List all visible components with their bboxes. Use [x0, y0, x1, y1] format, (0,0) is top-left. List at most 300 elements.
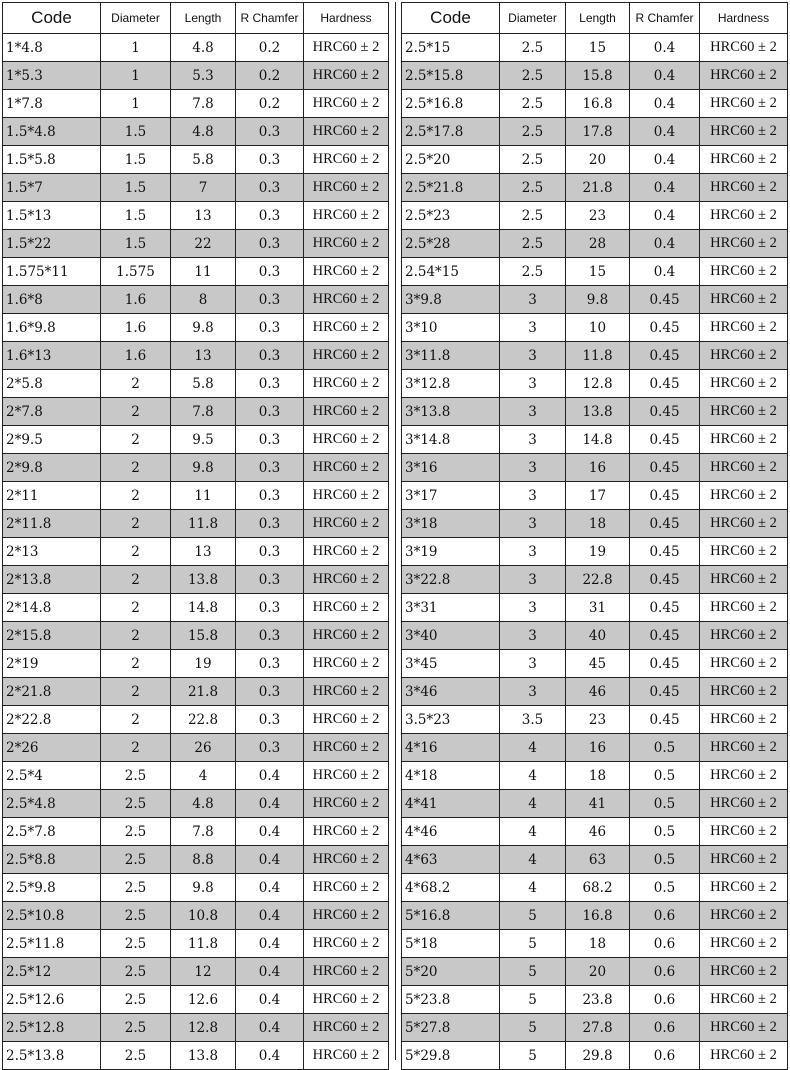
table-row	[3, 874, 389, 902]
hardness-cell: HRC60 ± 2	[304, 734, 389, 762]
length-cell: 23.8	[566, 986, 630, 1014]
code-cell: 3*45	[402, 650, 500, 678]
length-cell: 18	[566, 762, 630, 790]
table-row	[402, 678, 788, 706]
table-row	[3, 174, 389, 202]
diameter-cell: 2.5	[500, 90, 566, 118]
hardness-cell: HRC60 ± 2	[304, 314, 389, 342]
code-cell: 3*9.8	[402, 286, 500, 314]
diameter-cell: 2	[101, 454, 171, 482]
diameter-cell: 2	[101, 538, 171, 566]
length-cell: 40	[566, 622, 630, 650]
code-cell: 3*16	[402, 454, 500, 482]
table-row	[3, 426, 389, 454]
length-cell: 19	[566, 538, 630, 566]
table-row	[402, 370, 788, 398]
hardness-cell: HRC60 ± 2	[700, 706, 788, 734]
code-cell: 1*5.3	[3, 62, 101, 90]
hardness-cell: HRC60 ± 2	[304, 510, 389, 538]
length-cell: 13	[171, 202, 236, 230]
hardness-cell: HRC60 ± 2	[700, 286, 788, 314]
r-chamfer-cell: 0.4	[236, 930, 304, 958]
table-row	[3, 482, 389, 510]
length-cell: 13.8	[171, 566, 236, 594]
diameter-cell: 2	[101, 510, 171, 538]
length-cell: 16.8	[566, 902, 630, 930]
r-chamfer-cell: 0.3	[236, 174, 304, 202]
length-cell: 23	[566, 202, 630, 230]
length-cell: 13.8	[566, 398, 630, 426]
diameter-cell: 3	[500, 314, 566, 342]
r-chamfer-cell: 0.3	[236, 622, 304, 650]
table-row	[3, 398, 389, 426]
r-chamfer-cell: 0.2	[236, 62, 304, 90]
code-cell: 2*13.8	[3, 566, 101, 594]
diameter-cell: 4	[500, 874, 566, 902]
table-row	[3, 790, 389, 818]
hardness-cell: HRC60 ± 2	[700, 90, 788, 118]
diameter-cell: 4	[500, 846, 566, 874]
right-table-body	[402, 34, 788, 1070]
diameter-cell: 3	[500, 342, 566, 370]
code-cell: 3*18	[402, 510, 500, 538]
length-cell: 68.2	[566, 874, 630, 902]
r-chamfer-cell: 0.5	[630, 734, 700, 762]
code-cell: 2.5*15.8	[402, 62, 500, 90]
code-cell: 2.5*12	[3, 958, 101, 986]
code-cell: 2.5*7.8	[3, 818, 101, 846]
r-chamfer-cell: 0.3	[236, 482, 304, 510]
code-cell: 2*9.8	[3, 454, 101, 482]
diameter-cell: 2.5	[500, 202, 566, 230]
code-cell: 5*27.8	[402, 1014, 500, 1042]
r-chamfer-cell: 0.3	[236, 566, 304, 594]
diameter-cell: 1.5	[101, 118, 171, 146]
hardness-cell: HRC60 ± 2	[700, 818, 788, 846]
hardness-cell: HRC60 ± 2	[304, 538, 389, 566]
r-chamfer-cell: 0.4	[630, 202, 700, 230]
code-cell: 1*7.8	[3, 90, 101, 118]
r-chamfer-cell: 0.4	[630, 90, 700, 118]
code-cell: 2.5*21.8	[402, 174, 500, 202]
hardness-cell: HRC60 ± 2	[700, 314, 788, 342]
hardness-cell: HRC60 ± 2	[700, 202, 788, 230]
left-table-body	[3, 34, 389, 1070]
table-row	[402, 566, 788, 594]
length-cell: 16	[566, 454, 630, 482]
hardness-cell: HRC60 ± 2	[700, 566, 788, 594]
table-row	[3, 62, 389, 90]
code-cell: 2.5*28	[402, 230, 500, 258]
table-row	[3, 230, 389, 258]
table-row	[3, 678, 389, 706]
table-row	[402, 34, 788, 62]
r-chamfer-cell: 0.3	[236, 426, 304, 454]
r-chamfer-cell: 0.45	[630, 342, 700, 370]
diameter-cell: 1.6	[101, 342, 171, 370]
r-chamfer-cell: 0.3	[236, 706, 304, 734]
diameter-cell: 2	[101, 650, 171, 678]
right-spec-table	[401, 2, 788, 1070]
panel-divider	[395, 2, 396, 1060]
length-cell: 18	[566, 510, 630, 538]
table-row	[402, 762, 788, 790]
length-cell: 9.8	[171, 874, 236, 902]
code-cell: 2*26	[3, 734, 101, 762]
hardness-cell: HRC60 ± 2	[700, 174, 788, 202]
code-cell: 3*31	[402, 594, 500, 622]
r-chamfer-cell: 0.5	[630, 818, 700, 846]
diameter-cell: 2.5	[500, 258, 566, 286]
diameter-cell: 2.5	[101, 762, 171, 790]
length-cell: 15	[566, 34, 630, 62]
code-cell: 1.575*11	[3, 258, 101, 286]
hardness-cell: HRC60 ± 2	[304, 566, 389, 594]
length-cell: 4.8	[171, 790, 236, 818]
table-row	[3, 34, 389, 62]
header-r-chamfer: R Chamfer	[630, 3, 700, 34]
code-cell: 3*19	[402, 538, 500, 566]
diameter-cell: 5	[500, 902, 566, 930]
length-cell: 17.8	[566, 118, 630, 146]
r-chamfer-cell: 0.6	[630, 1042, 700, 1070]
length-cell: 15.8	[171, 622, 236, 650]
hardness-cell: HRC60 ± 2	[304, 342, 389, 370]
hardness-cell: HRC60 ± 2	[700, 230, 788, 258]
table-row	[402, 902, 788, 930]
length-cell: 14.8	[566, 426, 630, 454]
code-cell: 4*41	[402, 790, 500, 818]
code-cell: 1.5*4.8	[3, 118, 101, 146]
code-cell: 2.5*10.8	[3, 902, 101, 930]
table-row	[3, 258, 389, 286]
r-chamfer-cell: 0.5	[630, 762, 700, 790]
r-chamfer-cell: 0.3	[236, 678, 304, 706]
code-cell: 2.5*15	[402, 34, 500, 62]
code-cell: 1.6*9.8	[3, 314, 101, 342]
diameter-cell: 1.5	[101, 174, 171, 202]
r-chamfer-cell: 0.45	[630, 594, 700, 622]
code-cell: 1.5*5.8	[3, 146, 101, 174]
table-row	[3, 902, 389, 930]
code-cell: 5*29.8	[402, 1042, 500, 1070]
table-row	[402, 818, 788, 846]
hardness-cell: HRC60 ± 2	[700, 762, 788, 790]
r-chamfer-cell: 0.6	[630, 1014, 700, 1042]
length-cell: 21.8	[171, 678, 236, 706]
code-cell: 2*11.8	[3, 510, 101, 538]
table-row	[402, 706, 788, 734]
hardness-cell: HRC60 ± 2	[700, 874, 788, 902]
table-row	[402, 846, 788, 874]
r-chamfer-cell: 0.4	[236, 874, 304, 902]
code-cell: 2*7.8	[3, 398, 101, 426]
code-cell: 2*21.8	[3, 678, 101, 706]
r-chamfer-cell: 0.4	[236, 790, 304, 818]
hardness-cell: HRC60 ± 2	[304, 622, 389, 650]
length-cell: 5.8	[171, 146, 236, 174]
length-cell: 5.3	[171, 62, 236, 90]
header-length: Length	[566, 3, 630, 34]
diameter-cell: 2	[101, 706, 171, 734]
r-chamfer-cell: 0.45	[630, 314, 700, 342]
header-diameter: Diameter	[101, 3, 171, 34]
r-chamfer-cell: 0.2	[236, 90, 304, 118]
code-cell: 4*18	[402, 762, 500, 790]
table-row	[3, 454, 389, 482]
code-cell: 2.54*15	[402, 258, 500, 286]
length-cell: 7.8	[171, 818, 236, 846]
diameter-cell: 1	[101, 34, 171, 62]
length-cell: 10.8	[171, 902, 236, 930]
table-row	[3, 342, 389, 370]
code-cell: 2.5*11.8	[3, 930, 101, 958]
code-cell: 3*22.8	[402, 566, 500, 594]
table-row	[3, 90, 389, 118]
hardness-cell: HRC60 ± 2	[304, 258, 389, 286]
hardness-cell: HRC60 ± 2	[700, 1014, 788, 1042]
hardness-cell: HRC60 ± 2	[304, 874, 389, 902]
hardness-cell: HRC60 ± 2	[700, 846, 788, 874]
diameter-cell: 2	[101, 370, 171, 398]
r-chamfer-cell: 0.4	[236, 1014, 304, 1042]
length-cell: 29.8	[566, 1042, 630, 1070]
hardness-cell: HRC60 ± 2	[700, 650, 788, 678]
hardness-cell: HRC60 ± 2	[304, 426, 389, 454]
code-cell: 2*9.5	[3, 426, 101, 454]
r-chamfer-cell: 0.3	[236, 258, 304, 286]
table-header-row	[402, 3, 788, 34]
r-chamfer-cell: 0.3	[236, 510, 304, 538]
r-chamfer-cell: 0.4	[630, 62, 700, 90]
table-row	[3, 594, 389, 622]
code-cell: 4*16	[402, 734, 500, 762]
diameter-cell: 2	[101, 594, 171, 622]
table-row	[3, 202, 389, 230]
length-cell: 12	[171, 958, 236, 986]
r-chamfer-cell: 0.45	[630, 622, 700, 650]
table-row	[402, 510, 788, 538]
length-cell: 4.8	[171, 118, 236, 146]
length-cell: 26	[171, 734, 236, 762]
length-cell: 7.8	[171, 398, 236, 426]
diameter-cell: 2.5	[101, 1014, 171, 1042]
hardness-cell: HRC60 ± 2	[304, 1042, 389, 1070]
code-cell: 1.6*8	[3, 286, 101, 314]
r-chamfer-cell: 0.4	[630, 230, 700, 258]
table-row	[402, 118, 788, 146]
code-cell: 3*11.8	[402, 342, 500, 370]
table-row	[402, 1014, 788, 1042]
table-row	[402, 174, 788, 202]
hardness-cell: HRC60 ± 2	[304, 650, 389, 678]
r-chamfer-cell: 0.45	[630, 454, 700, 482]
header-r-chamfer: R Chamfer	[236, 3, 304, 34]
code-cell: 2.5*17.8	[402, 118, 500, 146]
diameter-cell: 2.5	[500, 230, 566, 258]
length-cell: 63	[566, 846, 630, 874]
table-row	[402, 146, 788, 174]
diameter-cell: 2.5	[101, 874, 171, 902]
length-cell: 20	[566, 146, 630, 174]
hardness-cell: HRC60 ± 2	[304, 370, 389, 398]
code-cell: 4*46	[402, 818, 500, 846]
r-chamfer-cell: 0.45	[630, 398, 700, 426]
diameter-cell: 2.5	[101, 846, 171, 874]
hardness-cell: HRC60 ± 2	[700, 594, 788, 622]
diameter-cell: 3	[500, 566, 566, 594]
length-cell: 20	[566, 958, 630, 986]
diameter-cell: 3	[500, 622, 566, 650]
r-chamfer-cell: 0.5	[630, 790, 700, 818]
diameter-cell: 1.5	[101, 146, 171, 174]
hardness-cell: HRC60 ± 2	[304, 762, 389, 790]
hardness-cell: HRC60 ± 2	[700, 370, 788, 398]
table-row	[3, 734, 389, 762]
code-cell: 2*13	[3, 538, 101, 566]
length-cell: 11.8	[171, 930, 236, 958]
diameter-cell: 2.5	[101, 818, 171, 846]
header-hardness: Hardness	[304, 3, 389, 34]
table-row	[402, 90, 788, 118]
r-chamfer-cell: 0.5	[630, 874, 700, 902]
length-cell: 11	[171, 258, 236, 286]
length-cell: 13.8	[171, 1042, 236, 1070]
diameter-cell: 3	[500, 510, 566, 538]
diameter-cell: 3	[500, 454, 566, 482]
hardness-cell: HRC60 ± 2	[304, 902, 389, 930]
length-cell: 12.8	[566, 370, 630, 398]
diameter-cell: 2	[101, 426, 171, 454]
r-chamfer-cell: 0.45	[630, 370, 700, 398]
table-row	[402, 538, 788, 566]
r-chamfer-cell: 0.6	[630, 958, 700, 986]
table-row	[402, 930, 788, 958]
length-cell: 5.8	[171, 370, 236, 398]
hardness-cell: HRC60 ± 2	[304, 930, 389, 958]
diameter-cell: 2	[101, 622, 171, 650]
hardness-cell: HRC60 ± 2	[700, 118, 788, 146]
r-chamfer-cell: 0.5	[630, 846, 700, 874]
table-row	[402, 230, 788, 258]
hardness-cell: HRC60 ± 2	[304, 230, 389, 258]
table-row	[402, 650, 788, 678]
r-chamfer-cell: 0.6	[630, 986, 700, 1014]
r-chamfer-cell: 0.45	[630, 510, 700, 538]
code-cell: 5*23.8	[402, 986, 500, 1014]
code-cell: 2.5*8.8	[3, 846, 101, 874]
diameter-cell: 5	[500, 1042, 566, 1070]
hardness-cell: HRC60 ± 2	[304, 90, 389, 118]
length-cell: 8	[171, 286, 236, 314]
header-diameter: Diameter	[500, 3, 566, 34]
code-cell: 2.5*20	[402, 146, 500, 174]
r-chamfer-cell: 0.3	[236, 230, 304, 258]
table-row	[402, 482, 788, 510]
code-cell: 2*22.8	[3, 706, 101, 734]
length-cell: 11.8	[171, 510, 236, 538]
code-cell: 2.5*16.8	[402, 90, 500, 118]
diameter-cell: 1.5	[101, 202, 171, 230]
diameter-cell: 3	[500, 286, 566, 314]
length-cell: 27.8	[566, 1014, 630, 1042]
length-cell: 13	[171, 538, 236, 566]
diameter-cell: 1.5	[101, 230, 171, 258]
r-chamfer-cell: 0.45	[630, 706, 700, 734]
hardness-cell: HRC60 ± 2	[700, 538, 788, 566]
hardness-cell: HRC60 ± 2	[304, 118, 389, 146]
length-cell: 7	[171, 174, 236, 202]
hardness-cell: HRC60 ± 2	[304, 594, 389, 622]
diameter-cell: 4	[500, 790, 566, 818]
table-row	[3, 930, 389, 958]
diameter-cell: 2.5	[500, 174, 566, 202]
table-row	[3, 566, 389, 594]
hardness-cell: HRC60 ± 2	[304, 1014, 389, 1042]
length-cell: 10	[566, 314, 630, 342]
code-cell: 1.5*13	[3, 202, 101, 230]
diameter-cell: 1.6	[101, 286, 171, 314]
length-cell: 13	[171, 342, 236, 370]
r-chamfer-cell: 0.3	[236, 734, 304, 762]
diameter-cell: 3	[500, 650, 566, 678]
hardness-cell: HRC60 ± 2	[700, 734, 788, 762]
table-row	[3, 846, 389, 874]
length-cell: 41	[566, 790, 630, 818]
diameter-cell: 1.6	[101, 314, 171, 342]
table-row	[3, 1014, 389, 1042]
hardness-cell: HRC60 ± 2	[700, 426, 788, 454]
code-cell: 2.5*4.8	[3, 790, 101, 818]
code-cell: 3*17	[402, 482, 500, 510]
diameter-cell: 4	[500, 818, 566, 846]
table-row	[402, 314, 788, 342]
diameter-cell: 2	[101, 678, 171, 706]
code-cell: 4*63	[402, 846, 500, 874]
table-row	[402, 958, 788, 986]
r-chamfer-cell: 0.3	[236, 146, 304, 174]
length-cell: 11	[171, 482, 236, 510]
table-row	[402, 454, 788, 482]
table-row	[402, 286, 788, 314]
table-row	[3, 818, 389, 846]
diameter-cell: 2	[101, 398, 171, 426]
hardness-cell: HRC60 ± 2	[304, 706, 389, 734]
code-cell: 1.5*22	[3, 230, 101, 258]
hardness-cell: HRC60 ± 2	[304, 454, 389, 482]
diameter-cell: 2.5	[101, 902, 171, 930]
table-row	[402, 594, 788, 622]
hardness-cell: HRC60 ± 2	[700, 454, 788, 482]
hardness-cell: HRC60 ± 2	[700, 958, 788, 986]
hardness-cell: HRC60 ± 2	[304, 846, 389, 874]
r-chamfer-cell: 0.3	[236, 314, 304, 342]
code-cell: 4*68.2	[402, 874, 500, 902]
length-cell: 45	[566, 650, 630, 678]
table-row	[3, 314, 389, 342]
diameter-cell: 5	[500, 958, 566, 986]
diameter-cell: 3	[500, 482, 566, 510]
code-cell: 1.5*7	[3, 174, 101, 202]
length-cell: 9.5	[171, 426, 236, 454]
diameter-cell: 3	[500, 538, 566, 566]
header-code: Code	[3, 3, 101, 34]
code-cell: 2.5*13.8	[3, 1042, 101, 1070]
table-row	[402, 734, 788, 762]
code-cell: 5*18	[402, 930, 500, 958]
table-row	[3, 286, 389, 314]
length-cell: 28	[566, 230, 630, 258]
